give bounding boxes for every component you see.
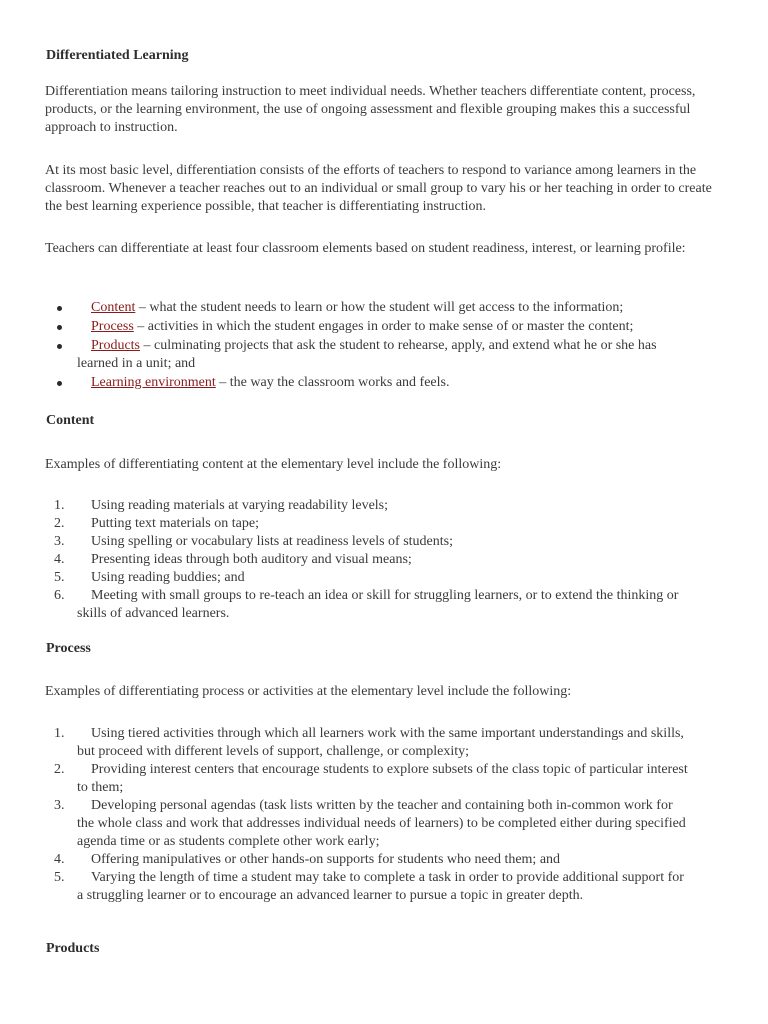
- process-link[interactable]: Process: [91, 319, 134, 334]
- item-number: 2.: [54, 516, 65, 531]
- item-number: 4.: [54, 552, 65, 567]
- list-item: [0, 725, 692, 761]
- list-item-text: Developing personal agendas (task lists written by the teacher and containing both in-common work for the whole class and work that addresses individual needs of learners) to be completed either during specified agenda time or as students complete other work early;: [77, 798, 686, 849]
- bullet-icon: [57, 381, 62, 386]
- intro-paragraph-3: Teachers can differentiate at least four classroom elements based on student readiness, interest, or learning profile:: [45, 241, 686, 256]
- document-title: Differentiated Learning: [46, 48, 189, 63]
- item-number: 5.: [54, 570, 65, 585]
- list-item-text: Meeting with small groups to re-teach an idea or skill for struggling learners, or to extend the thinking or skills of advanced learners.: [77, 588, 679, 621]
- list-item-text: Using reading buddies; and: [91, 570, 245, 585]
- classroom-elements-list: [0, 299, 768, 393]
- item-number: 1.: [54, 726, 65, 741]
- intro-paragraph-2: At its most basic level, differentiation consists of the efforts of teachers to respond to variance among learners in the classroom. Whenever a teacher reaches out to an individual or small group to vary his or her teaching in order to create the best learning experience possible, that teacher is differentiating instruction.: [45, 163, 712, 214]
- bullet-icon: [57, 325, 62, 330]
- list-item: [0, 587, 692, 623]
- item-number: 4.: [54, 852, 65, 867]
- list-item-text: Offering manipulatives or other hands-on supports for students who need them; and: [91, 852, 561, 867]
- list-item: [0, 533, 692, 551]
- list-item-text: – culminating projects that ask the student to rehearse, apply, and extend what he or she has learned in a unit; and: [77, 338, 657, 371]
- list-item: [0, 318, 687, 336]
- bullet-icon: [57, 344, 62, 349]
- list-item: [0, 851, 692, 869]
- content-link[interactable]: Content: [91, 300, 136, 315]
- content-heading: Content: [46, 413, 95, 428]
- products-link[interactable]: Products: [91, 338, 140, 353]
- list-item-text: Putting text materials on tape;: [91, 516, 259, 531]
- list-item: [0, 569, 692, 587]
- item-number: 1.: [54, 498, 65, 513]
- list-item: [0, 299, 687, 317]
- list-item: [0, 869, 692, 905]
- list-item: [0, 761, 692, 797]
- list-item: [0, 497, 692, 515]
- item-number: 5.: [54, 870, 65, 885]
- list-item: [0, 515, 692, 533]
- list-item-text: Varying the length of time a student may take to complete a task in order to provide additional support for a struggling learner or to encourage an advanced learner to pursue a topic in greater depth.: [77, 870, 684, 903]
- list-item: [0, 337, 687, 373]
- intro-paragraph-1: Differentiation means tailoring instruction to meet individual needs. Whether teachers differentiate content, process, products, or the learning environment, the use of ongoing assessment and flexible grouping makes this a successful approach to instruction.: [45, 84, 696, 135]
- list-item-text: Using tiered activities through which all learners work with the same important understandings and skills, but proceed with different levels of support, challenge, or complexity;: [77, 726, 684, 759]
- item-number: 2.: [54, 762, 65, 777]
- list-item-text: Using reading materials at varying readability levels;: [91, 498, 389, 513]
- list-item: [0, 551, 692, 569]
- process-intro: Examples of differentiating process or activities at the elementary level include the following:: [45, 684, 572, 699]
- item-number: 3.: [54, 534, 65, 549]
- list-item: [0, 797, 692, 851]
- list-item-text: – the way the classroom works and feels.: [215, 375, 450, 390]
- process-examples-list: [0, 725, 768, 905]
- list-item-text: – what the student needs to learn or how the student will get access to the information;: [135, 300, 624, 315]
- content-intro: Examples of differentiating content at the elementary level include the following:: [45, 457, 502, 472]
- list-item-text: Using spelling or vocabulary lists at readiness levels of students;: [91, 534, 453, 549]
- list-item: [0, 374, 687, 392]
- item-number: 3.: [54, 798, 65, 813]
- products-heading: Products: [46, 941, 100, 956]
- content-examples-list: [0, 497, 768, 623]
- list-item-text: – activities in which the student engages in order to make sense of or master the content;: [133, 319, 634, 334]
- item-number: 6.: [54, 588, 65, 603]
- list-item-text: Presenting ideas through both auditory and visual means;: [91, 552, 412, 567]
- bullet-icon: [57, 306, 62, 311]
- process-heading: Process: [46, 641, 91, 656]
- list-item-text: Providing interest centers that encourage students to explore subsets of the class topic of particular interest to them;: [77, 762, 688, 795]
- learning-environment-link[interactable]: Learning environment: [91, 375, 216, 390]
